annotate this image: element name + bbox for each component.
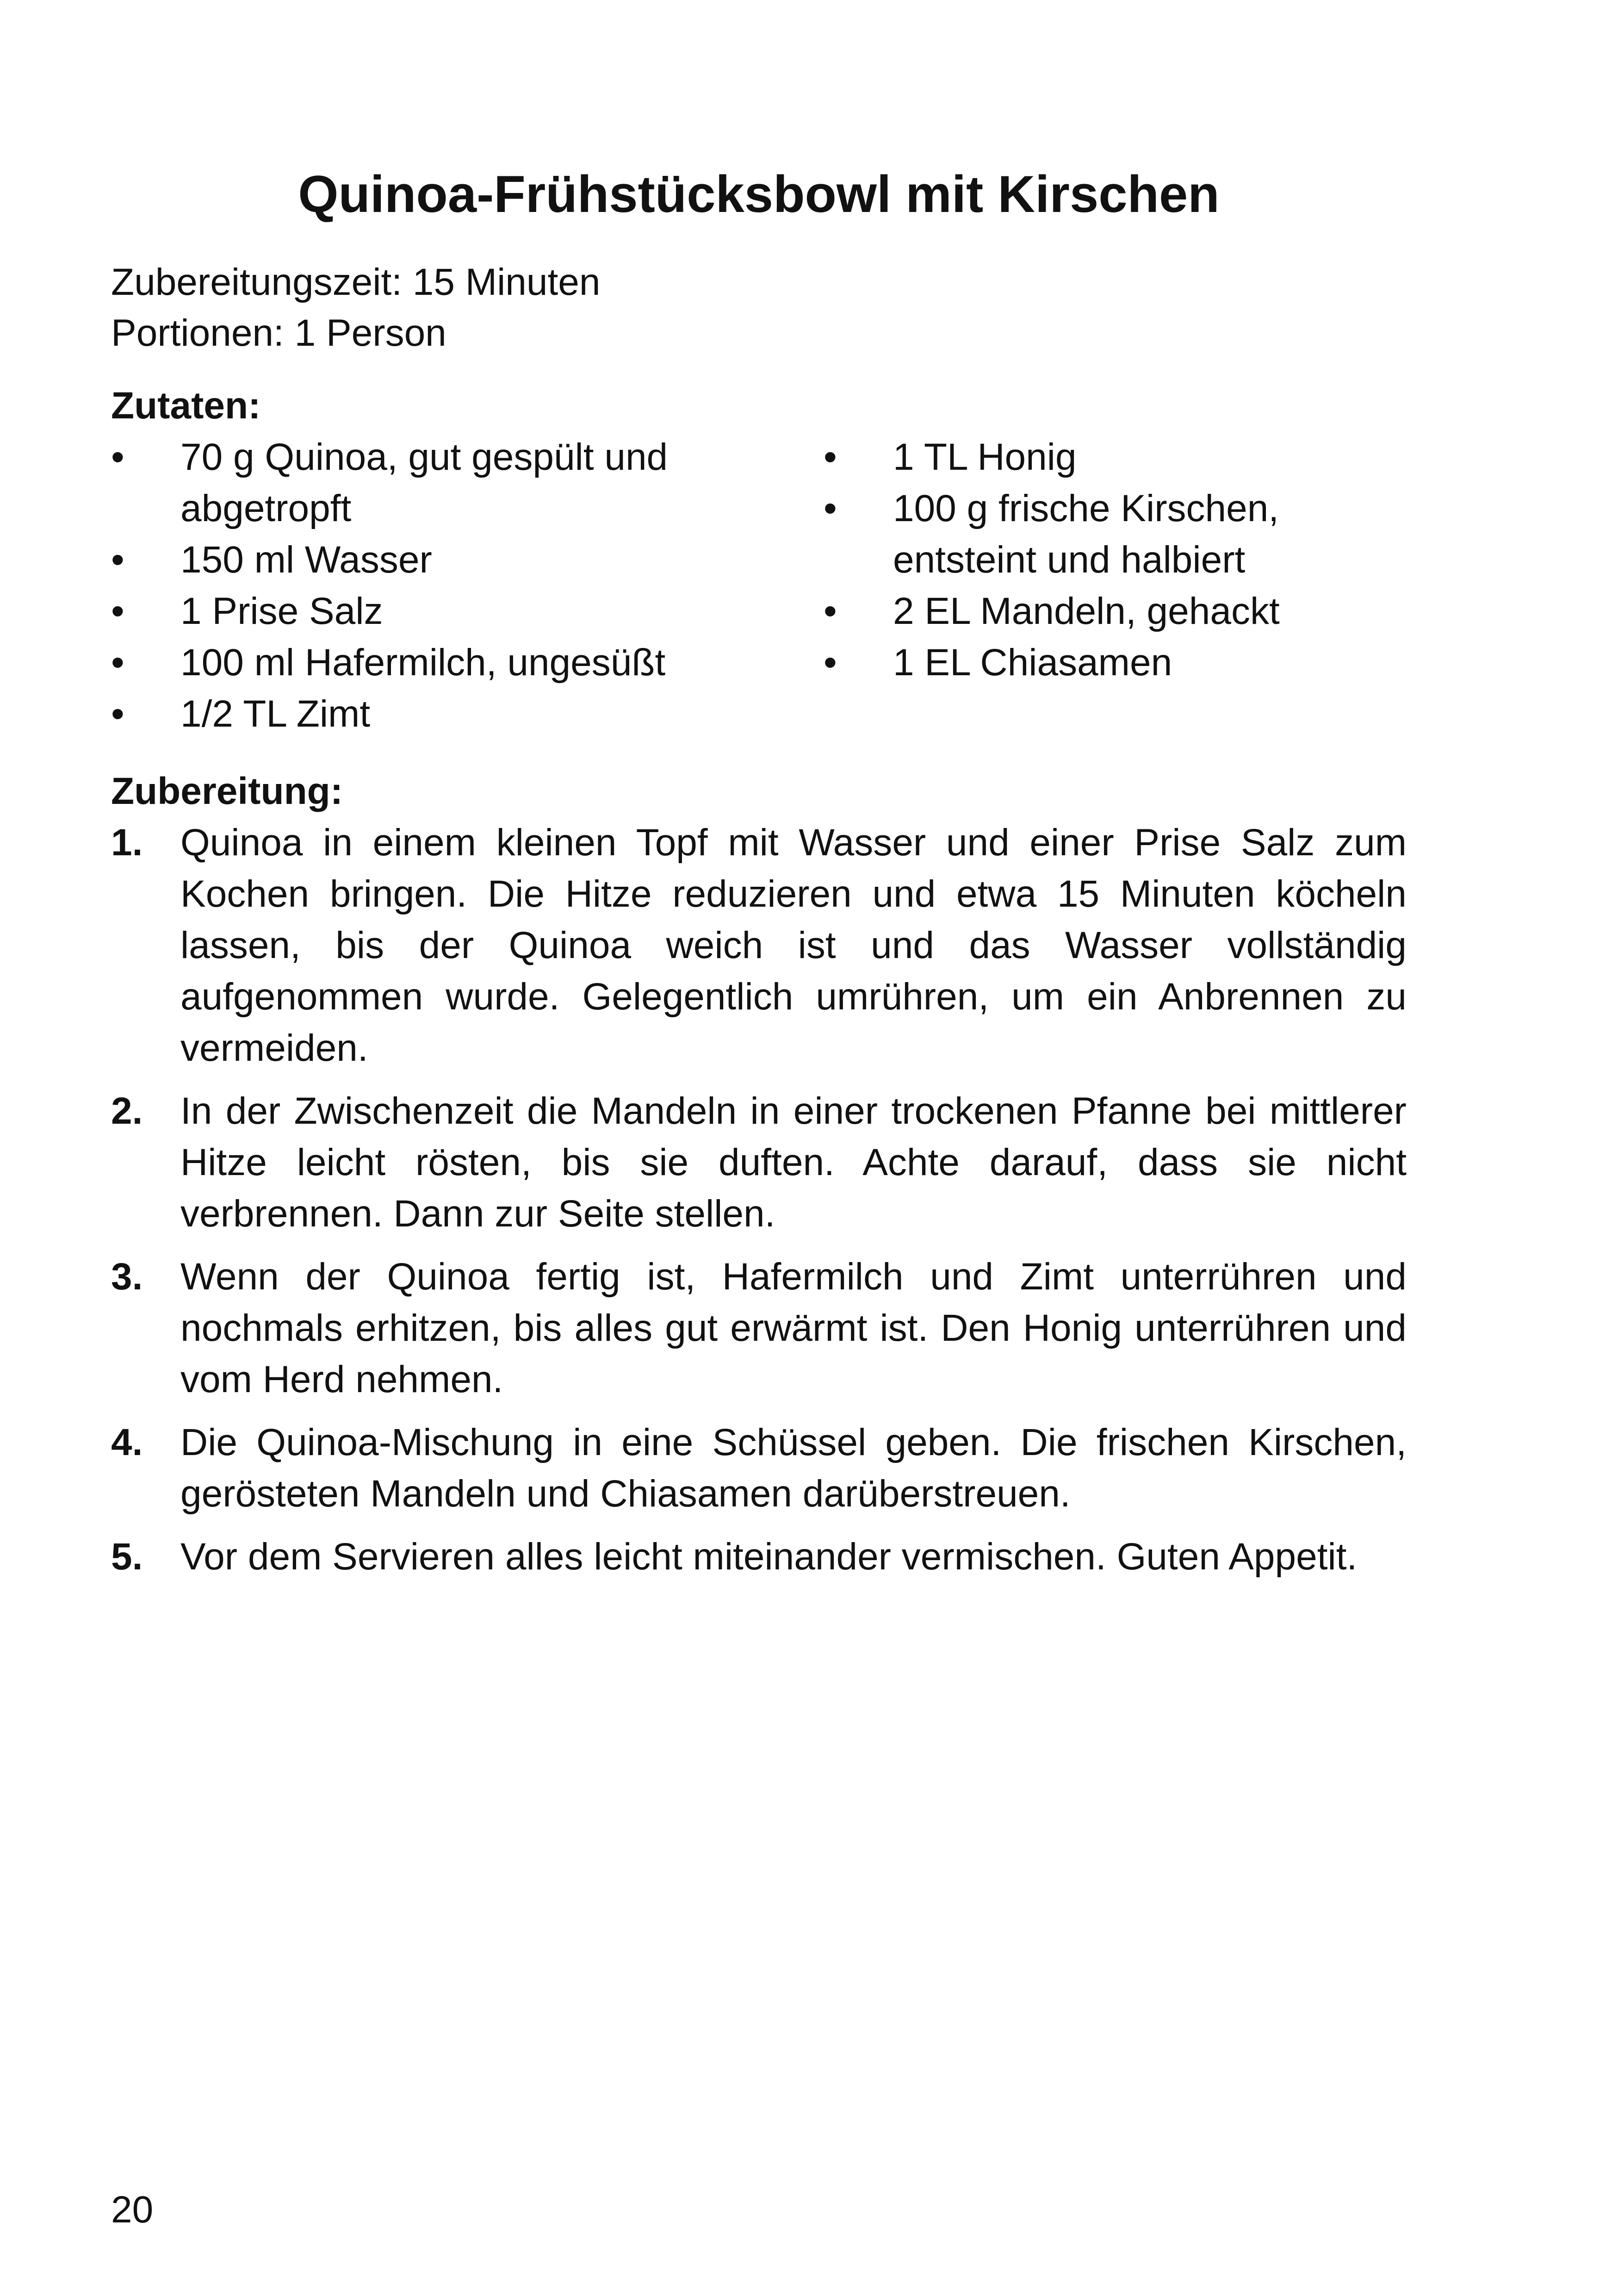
step-item: [111, 1531, 1407, 1582]
step-number: 1.: [111, 821, 143, 864]
ingredient-text: 1/2 TL Zimt: [180, 693, 371, 735]
ingredient-item: [824, 585, 1407, 637]
ingredient-item: [111, 585, 722, 637]
step-number: 4.: [111, 1421, 143, 1463]
step-text: Vor dem Servieren alles leicht miteinander vermischen. Guten Appetit.: [180, 1536, 1358, 1578]
step-item: [111, 817, 1407, 1074]
ingredient-text: 1 Prise Salz: [180, 590, 383, 632]
step-item: [111, 1251, 1407, 1405]
step-item: [111, 1085, 1407, 1239]
ingredient-text: 100 ml Hafermilch, ungesüßt: [180, 641, 666, 684]
step-text: Die Quinoa-Mischung in eine Schüssel geben. Die frischen Kirschen, gerösteten Mandeln und Chiasamen darüberstreuen.: [180, 1421, 1407, 1515]
portions: Portionen: 1 Person: [111, 312, 446, 354]
step-number: 3.: [111, 1256, 143, 1298]
bullet-icon: •: [111, 641, 124, 684]
preparation-heading: Zubereitung:: [111, 770, 343, 812]
ingredient-text: 70 g Quinoa, gut gespült und abgetropft: [180, 436, 668, 529]
preparation-steps: [111, 817, 1407, 1594]
ingredient-item: [824, 483, 1407, 585]
bullet-icon: •: [111, 436, 124, 478]
ingredient-item: [111, 688, 722, 740]
ingredient-item: [824, 431, 1407, 483]
ingredient-item: [111, 431, 722, 534]
ingredients-list-right: [824, 431, 1407, 688]
ingredients-heading: Zutaten:: [111, 385, 261, 427]
step-number: 5.: [111, 1536, 143, 1578]
ingredient-text: 100 g frische Kirschen, entsteint und halbiert: [893, 487, 1279, 581]
bullet-icon: •: [824, 641, 837, 684]
step-item: [111, 1417, 1407, 1519]
bullet-icon: •: [824, 590, 837, 632]
step-text: Wenn der Quinoa fertig ist, Hafermilch und Zimt unterrühren und nochmals erhitzen, bis alles gut erwärmt ist. Den Honig unterrühren und vom Herd nehmen.: [180, 1256, 1407, 1400]
bullet-icon: •: [111, 590, 124, 632]
ingredient-item: [111, 637, 722, 688]
bullet-icon: •: [824, 487, 837, 529]
bullet-icon: •: [111, 539, 124, 581]
ingredients-list-left: [111, 431, 722, 740]
step-text: Quinoa in einem kleinen Topf mit Wasser und einer Prise Salz zum Kochen bringen. Die Hitze reduzieren und etwa 15 Minuten köcheln lassen, bis der Quinoa weich ist und das Wasser vollständig aufgenommen wurde. Gelegentlich umrühren, um ein Anbrennen zu vermeiden.: [180, 821, 1407, 1069]
step-number: 2.: [111, 1090, 143, 1132]
ingredient-item: [111, 534, 722, 585]
ingredient-item: [824, 637, 1407, 688]
ingredient-text: 2 EL Mandeln, gehackt: [893, 590, 1280, 632]
page-number: 20: [111, 2189, 154, 2231]
recipe-title: Quinoa-Frühstücksbowl mit Kirschen: [298, 165, 1220, 223]
bullet-icon: •: [824, 436, 837, 478]
ingredient-text: 150 ml Wasser: [180, 539, 432, 581]
prep-time: Zubereitungszeit: 15 Minuten: [111, 261, 601, 303]
ingredient-text: 1 TL Honig: [893, 436, 1077, 478]
ingredient-text: 1 EL Chiasamen: [893, 641, 1172, 684]
bullet-icon: •: [111, 693, 124, 735]
step-text: In der Zwischenzeit die Mandeln in einer trockenen Pfanne bei mittlerer Hitze leicht rösten, bis sie duften. Achte darauf, dass sie nicht verbrennen. Dann zur Seite stellen.: [180, 1090, 1407, 1235]
